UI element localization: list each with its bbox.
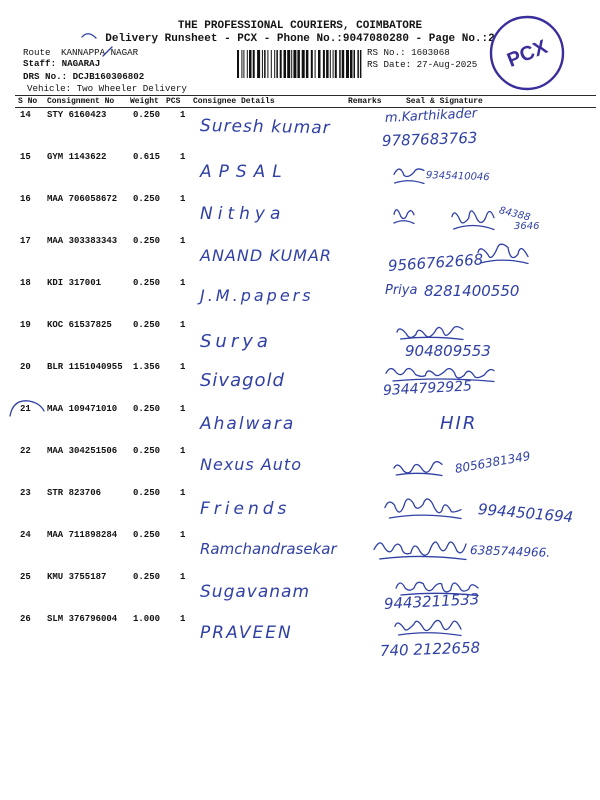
consignment-number: SLM 376796004 [47,614,118,624]
pieces-count: 1 [180,446,186,456]
signature-phone: 84388 [497,205,532,224]
pieces-count: 1 [180,362,186,372]
barcode-bar [267,50,268,78]
signature-scribble [392,200,416,226]
consignee-handwriting: Sivagold [200,370,285,391]
consignment-number: BLR 1151040955 [47,362,123,372]
barcode-bar [318,50,321,78]
pieces-count: 1 [180,152,186,162]
consignment-number: STY 6160423 [47,110,107,120]
consignee-handwriting: Nithya [200,204,286,224]
weight-value: 0.250 [133,278,161,288]
column-header-pcs: PCS [166,97,181,106]
table-row [0,528,600,570]
barcode-bar [330,50,331,78]
pieces-count: 1 [180,110,186,120]
signature-scribble [372,534,468,562]
serial-number: 22 [20,446,31,456]
rs-date-line [367,59,477,70]
signature-scribble [393,612,463,638]
pieces-count: 1 [180,320,186,330]
signature-phone: 9345410046 [425,170,490,184]
serial-number: 19 [20,320,31,330]
weight-value: 0.250 [133,236,161,246]
barcode [237,50,362,78]
table-row [0,360,600,402]
barcode-bar [271,50,272,78]
signature-scribble [392,456,444,478]
signature-phone: 8281400550 [424,282,520,300]
serial-number: 24 [20,530,31,540]
consignment-number: KOC 61537825 [47,320,112,330]
barcode-bar [323,50,325,78]
barcode-bar [360,50,362,78]
consignee-handwriting: J.M.papers [200,286,314,305]
signature-stroke [396,582,478,595]
vehicle-line [27,83,187,94]
barcode-bar [274,50,275,78]
weight-value: 0.250 [133,488,161,498]
barcode-bar [333,50,334,78]
consignment-number: MAA 109471010 [47,404,118,414]
weight-value: 0.250 [133,530,161,540]
signature-scribble [476,236,530,266]
signature-phone: 904809553 [405,342,491,360]
signature-stroke [452,211,494,230]
signature-scribble [392,160,426,186]
company-title: THE PROFESSIONAL COURIERS, COIMBATORE [177,20,423,32]
signature-stroke [394,462,442,476]
table-row [0,192,600,234]
staff-label: Staff: [23,58,57,69]
pieces-count: 1 [180,404,186,414]
barcode-bar [243,50,244,78]
barcode-bar [357,50,359,78]
signature-phone: 9944501694 [477,500,574,527]
signature-stroke [394,169,424,184]
signature-stroke [386,369,494,382]
pieces-count: 1 [180,530,186,540]
rs-number-line [367,47,450,58]
barcode-bar [249,50,252,78]
signature-stroke [395,620,461,635]
barcode-bar [302,50,305,78]
table-row [0,612,600,660]
table-row [0,108,600,150]
serial-number: 23 [20,488,31,498]
signature-text: HIR [440,413,478,434]
signature-phone: 9566762668 [387,250,484,275]
weight-value: 0.250 [133,320,161,330]
signature-phone: 740 2122658 [379,638,481,660]
route-value: KANNAPPA NAGAR [61,47,139,58]
consignment-number: KDI 317001 [47,278,102,288]
table-row [0,402,600,444]
signature-phone: 3646 [514,221,540,232]
consignee-handwriting: Friends [200,499,291,519]
signature-phone: 8056381349 [453,448,532,476]
barcode-bar [287,50,290,78]
serial-number: 16 [20,194,31,204]
barcode-bar [342,50,345,78]
weight-value: 1.000 [133,614,161,624]
serial-number: 15 [20,152,31,162]
signature-phone: 6385744966. [469,543,551,560]
barcode-bar [280,50,282,78]
signature-scribble [394,576,480,598]
barcode-bar [276,50,278,78]
drs-label: DRS No.: [23,71,68,82]
barcode-bar [326,50,329,78]
barcode-bar [247,50,248,78]
table-row [0,276,600,318]
vehicle-label: Vehicle: [27,83,72,94]
signature-stroke [374,542,466,559]
barcode-bar [311,50,313,78]
pieces-count: 1 [180,572,186,582]
weight-value: 0.250 [133,446,161,456]
drs-value: DCJB160306802 [72,71,145,82]
barcode-bar [339,50,341,78]
weight-value: 0.615 [133,152,161,162]
pieces-count: 1 [180,278,186,288]
pieces-count: 1 [180,194,186,204]
consignee-handwriting: ANAND KUMAR [200,246,333,265]
rs-date-value: 27-Aug-2025 [416,59,478,70]
serial-number: 25 [20,572,31,582]
barcode-bar [335,50,337,78]
barcode-bar [253,50,255,78]
signature-phone: 9787683763 [381,128,478,150]
barcode-bar [315,50,316,78]
table-row [0,318,600,360]
column-header-sno: S No [18,97,38,106]
barcode-bar [346,50,349,78]
signature-text: Priya [385,283,418,298]
column-header-consignment: Consignment No [47,97,115,106]
barcode-bar [306,50,309,78]
table-row [0,150,600,192]
consignee-handwriting: Surya [200,331,272,352]
stamp-text: PCX [504,36,551,72]
weight-value: 0.250 [133,572,161,582]
consignment-number: GYM 1143622 [47,152,107,162]
serial-number: 26 [20,614,31,624]
consignment-number: MAA 711898284 [47,530,118,540]
consignment-number: STR 823706 [47,488,102,498]
barcode-bar [262,50,263,78]
column-header-signature: Seal & Signature [406,97,483,106]
consignee-handwriting: Suresh kumar [199,116,331,139]
column-header-consignee: Consignee Details [193,97,275,106]
table-row [0,570,600,612]
staff-value: NAGARAJ [61,58,101,69]
barcode-bar [241,50,242,78]
signature-stroke [397,327,463,340]
signature-scribble [383,491,463,521]
consignment-number: MAA 706058672 [47,194,118,204]
column-header-weight: Weight [130,97,159,106]
weight-value: 0.250 [133,194,161,204]
signature-stroke [394,210,414,224]
signature-scribble [450,198,496,232]
consignee-handwriting: Ramchandrasekar [200,540,337,558]
signature-phone: 9344792925 [382,378,473,399]
barcode-bar [284,50,287,78]
pieces-count: 1 [180,488,186,498]
vehicle-value: Two Wheeler Delivery [76,83,187,94]
rs-date-label: RS Date: [367,59,412,70]
rs-number-value: 1603068 [411,47,450,58]
barcode-bar [297,50,300,78]
barcode-bar [237,50,239,78]
signature-phone: 9443211533 [383,590,480,613]
signature-scribble [395,320,465,342]
signature-stroke [385,499,461,519]
table-row [0,234,600,276]
consignee-handwriting: Nexus Auto [200,455,302,474]
consignee-handwriting: Sugavanam [200,582,311,602]
drs-line [23,71,144,82]
consignment-number: MAA 303383343 [47,236,118,246]
consignee-handwriting: APSAL [200,162,289,182]
barcode-bar [264,50,266,78]
weight-value: 0.250 [133,110,161,120]
serial-number: 18 [20,278,31,288]
column-header-remarks: Remarks [348,97,382,106]
consignment-number: KMU 3755187 [47,572,107,582]
serial-number: 14 [20,110,31,120]
barcode-bar [293,50,296,78]
pieces-count: 1 [180,236,186,246]
signature-stroke [478,244,528,263]
signature-scribble [384,360,496,384]
weight-value: 0.250 [133,404,161,414]
serial-number: 21 [20,404,31,414]
signature-text: m.Karthikader [384,106,478,126]
runsheet-subtitle: Delivery Runsheet - PCX - Phone No.:9047080280 - Page No.:2 [105,33,495,45]
barcode-bar [257,50,260,78]
table-row [0,444,600,486]
pcx-stamp [487,13,567,93]
pieces-count: 1 [180,614,186,624]
staff-line [23,58,100,69]
route-label: Route [23,47,51,58]
consignee-handwriting: Ahalwara [200,414,296,434]
table-row [0,486,600,528]
weight-value: 1.356 [133,362,161,372]
barcode-bar [291,50,292,78]
consignee-handwriting: PRAVEEN [200,623,293,643]
serial-number: 17 [20,236,31,246]
consignment-number: MAA 304251506 [47,446,118,456]
barcode-bar [354,50,356,78]
barcode-bar [350,50,353,78]
serial-number: 20 [20,362,31,372]
rs-number-label: RS No.: [367,47,406,58]
header-top-rule [15,95,596,96]
